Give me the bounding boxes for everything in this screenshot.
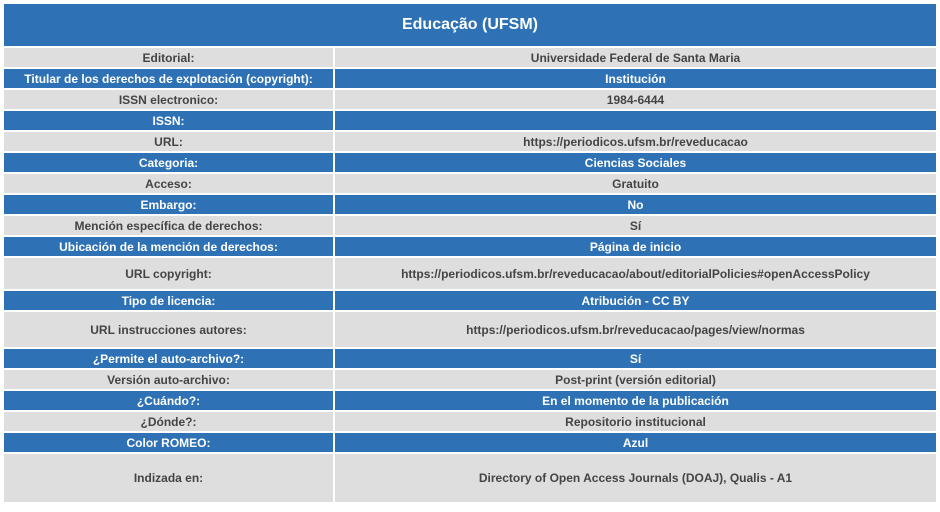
row-url	[4, 132, 936, 151]
row-value: https://periodicos.ufsm.br/reveducacao	[335, 132, 936, 151]
row-romeo-color	[4, 433, 936, 452]
row-label: URL instrucciones autores:	[4, 312, 333, 347]
row-value: Sí	[335, 349, 936, 368]
row-label: URL copyright:	[4, 258, 333, 289]
row-value: https://periodicos.ufsm.br/reveducacao/about/editorialPolicies#openAccessPolicy	[335, 258, 936, 289]
row-value: Gratuito	[335, 174, 936, 193]
row-value: Sí	[335, 216, 936, 235]
row-label: Color ROMEO:	[4, 433, 333, 452]
row-label: ISSN electronico:	[4, 90, 333, 109]
row-label: Ubicación de la mención de derechos:	[4, 237, 333, 256]
row-when	[4, 391, 936, 410]
row-label: Versión auto-archivo:	[4, 370, 333, 389]
row-access	[4, 174, 936, 193]
row-value: Atribución - CC BY	[335, 291, 936, 310]
row-value: Universidade Federal de Santa Maria	[335, 48, 936, 67]
row-label: ISSN:	[4, 111, 333, 130]
row-copyright-url	[4, 258, 936, 289]
row-label: Embargo:	[4, 195, 333, 214]
row-value: No	[335, 195, 936, 214]
row-self-archiving-version	[4, 370, 936, 389]
row-issn	[4, 111, 936, 130]
row-label: Tipo de licencia:	[4, 291, 333, 310]
row-label: Acceso:	[4, 174, 333, 193]
row-label: Titular de los derechos de explotación (copyright):	[4, 69, 333, 88]
row-value: Institución	[335, 69, 936, 88]
row-author-instructions-url	[4, 312, 936, 347]
row-value: En el momento de la publicación	[335, 391, 936, 410]
row-embargo	[4, 195, 936, 214]
title-row	[4, 4, 936, 46]
row-label: Editorial:	[4, 48, 333, 67]
row-indexed-in	[4, 454, 936, 502]
row-value: Directory of Open Access Journals (DOAJ), Qualis - A1	[335, 454, 936, 502]
row-label: ¿Cuándo?:	[4, 391, 333, 410]
row-label: Categoria:	[4, 153, 333, 172]
row-label: Mención específica de derechos:	[4, 216, 333, 235]
row-value: https://periodicos.ufsm.br/reveducacao/pages/view/normas	[335, 312, 936, 347]
journal-record-table	[2, 2, 938, 504]
row-editorial	[4, 48, 936, 67]
row-category	[4, 153, 936, 172]
row-label: URL:	[4, 132, 333, 151]
row-value: Azul	[335, 433, 936, 452]
row-value: Repositorio institucional	[335, 412, 936, 431]
row-rights-mention	[4, 216, 936, 235]
row-license-type	[4, 291, 936, 310]
row-self-archiving	[4, 349, 936, 368]
row-copyright-holder	[4, 69, 936, 88]
row-value: Ciencias Sociales	[335, 153, 936, 172]
row-value: Post-print (versión editorial)	[335, 370, 936, 389]
row-value: Página de inicio	[335, 237, 936, 256]
row-value	[335, 111, 936, 130]
row-where	[4, 412, 936, 431]
row-rights-location	[4, 237, 936, 256]
journal-title: Educação (UFSM)	[4, 4, 936, 46]
row-label: ¿Dónde?:	[4, 412, 333, 431]
row-label: Indizada en:	[4, 454, 333, 502]
row-value: 1984-6444	[335, 90, 936, 109]
row-label: ¿Permite el auto-archivo?:	[4, 349, 333, 368]
row-issn-electronic	[4, 90, 936, 109]
